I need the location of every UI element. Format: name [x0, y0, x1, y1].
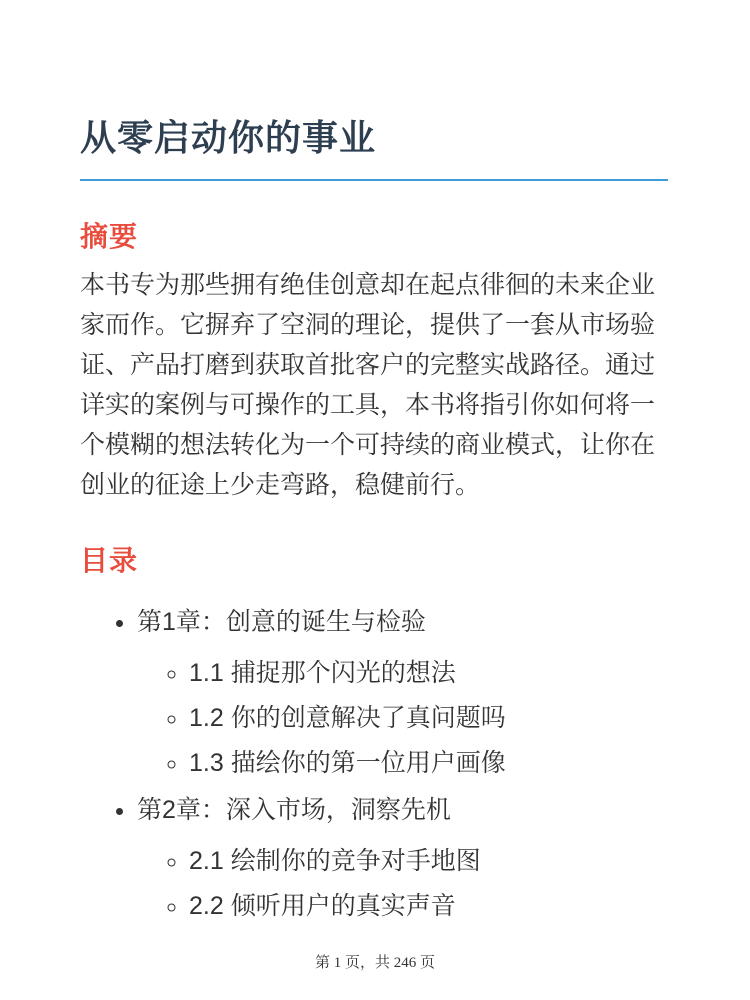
toc-heading: 目录 [80, 545, 139, 577]
toc-chapter-2 [137, 792, 668, 925]
toc-section-2-1: ◦ 2.1 绘制你的竞争对手地图 [189, 843, 668, 880]
toc-list [80, 604, 668, 925]
toc-section-1-3: ◦ 1.3 描绘你的第一位用户画像 [189, 745, 668, 782]
abstract-heading: 摘要 [80, 220, 139, 252]
toc-chapter-1-sections [137, 655, 668, 782]
page-title: 从零启动你的事业 [80, 115, 668, 181]
toc-chapter-1 [137, 604, 668, 782]
toc-chapter-2-sections [137, 843, 668, 925]
toc-chapter-1-title: 第1章：创意的诞生与检验 [137, 607, 426, 636]
toc-chapter-2-title: 第2章：深入市场，洞察先机 [137, 795, 451, 824]
toc-section-2-2: ◦ 2.2 倾听用户的真实声音 [189, 888, 668, 925]
toc-section-1-2: ◦ 1.2 你的创意解决了真问题吗 [189, 700, 668, 737]
abstract-paragraph: 本书专为那些拥有绝佳创意却在起点徘徊的未来企业家而作。它摒弃了空洞的理论，提供了一套从市场验证、产品打磨到获取首批客户的完整实战路径。通过详实的案例与可操作的工具，本书将指引你如何将一个模糊的想法转化为一个可持续的商业模式，让你在创业的征途上少走弯路，稳健前行。 [80, 271, 656, 500]
page-number-indicator: 第 1 页，共 246 页 [314, 955, 435, 971]
toc-section-1-1: ◦ 1.1 捕捉那个闪光的想法 [189, 655, 668, 692]
